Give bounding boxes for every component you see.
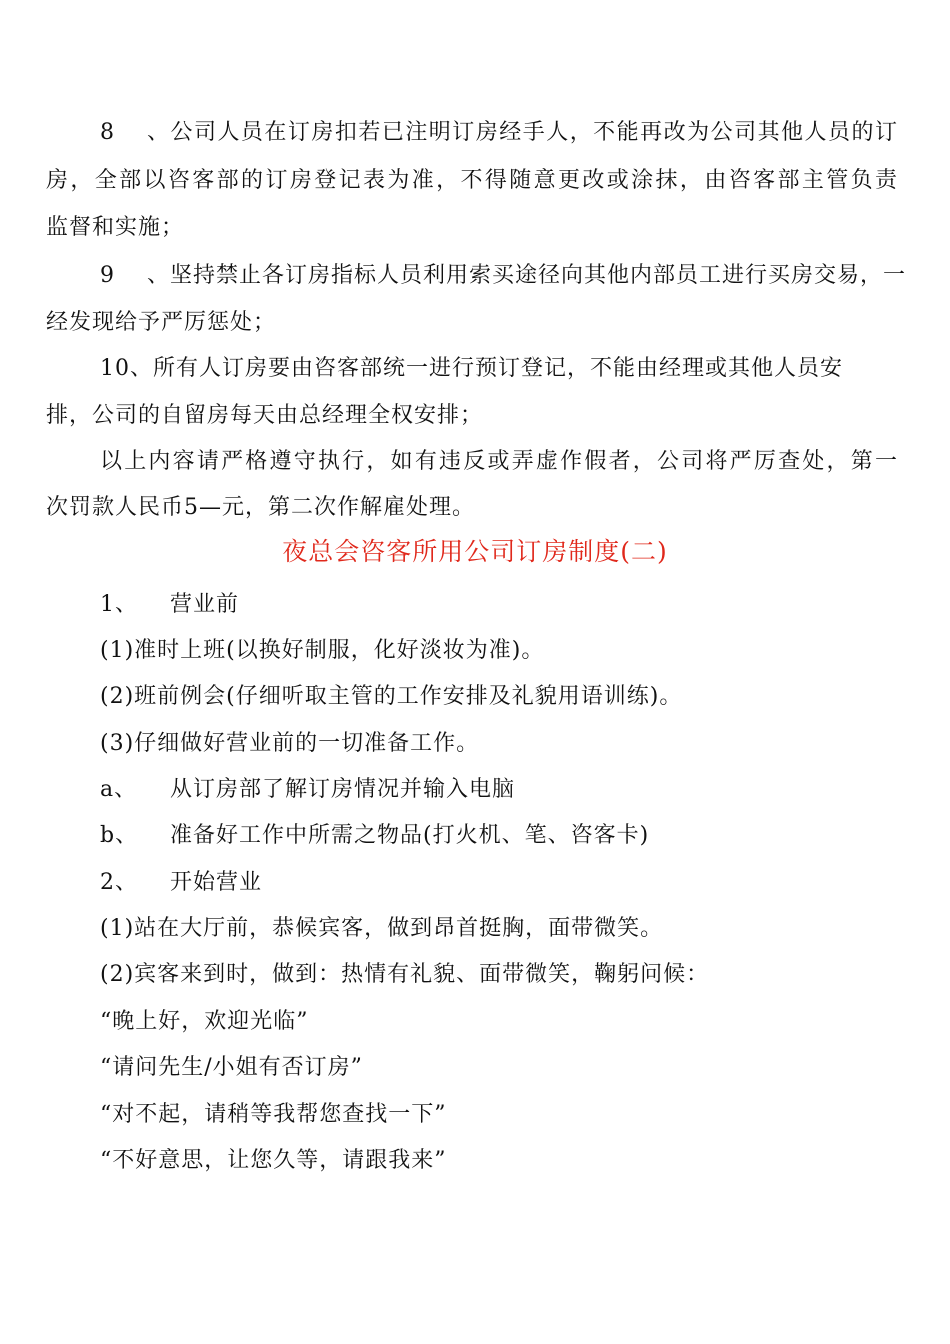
step-1-point-2: (2)班前例会(仔细听取主管的工作安排及礼貌用语训练)。 bbox=[100, 684, 683, 709]
greeting-1: “晚上好，欢迎光临” bbox=[100, 1009, 309, 1034]
step-2 bbox=[100, 868, 898, 898]
greeting-3: “对不起，请稍等我帮您查找一下” bbox=[100, 1102, 447, 1127]
section-heading: 夜总会咨客所用公司订房制度(二) bbox=[282, 537, 668, 566]
item-10-line-1: 10、所有人订房要由咨客部统一进行预订登记，不能由经理或其他人员安 bbox=[100, 356, 843, 381]
step-1-number: 1、 bbox=[100, 592, 138, 617]
sub-item-a-text: 从订房部了解订房情况并输入电脑 bbox=[170, 777, 516, 802]
item-10-line-2: 排，公司的自留房每天由总经理全权安排； bbox=[46, 403, 484, 428]
sub-item-b bbox=[100, 821, 898, 851]
closing-line-1: 以上内容请严格遵守执行，如有违反或弄虚作假者，公司将严厉查处，第一 bbox=[100, 449, 898, 474]
item-9-line-1 bbox=[100, 261, 907, 291]
closing-line-2: 次罚款人民币5—元，第二次作解雇处理。 bbox=[46, 495, 475, 520]
greeting-4: “不好意思，让您久等，请跟我来” bbox=[100, 1148, 447, 1173]
sub-item-a-label: a、 bbox=[100, 777, 138, 802]
step-1-point-3: (3)仔细做好营业前的一切准备工作。 bbox=[100, 731, 480, 756]
step-1-label: 营业前 bbox=[170, 592, 240, 617]
item-8-line-1 bbox=[100, 118, 898, 148]
sub-item-b-label: b、 bbox=[100, 823, 139, 848]
item-8-line-3: 监督和实施； bbox=[46, 215, 185, 240]
greeting-2: “请问先生/小姐有否订房” bbox=[100, 1055, 363, 1080]
item-9-line-2: 经发现给予严厉惩处； bbox=[46, 310, 277, 335]
item-8-number: 8、 bbox=[100, 120, 170, 145]
item-8-text-1: 公司人员在订房扣若已注明订房经手人，不能再改为公司其他人员的订 bbox=[170, 120, 898, 145]
step-2-number: 2、 bbox=[100, 870, 138, 895]
step-2-point-2: (2)宾客来到时，做到：热情有礼貌、面带微笑，鞠躬问候： bbox=[100, 962, 710, 987]
item-8-line-2: 房，全部以咨客部的订房登记表为准，不得随意更改或涂抹，由咨客部主管负责 bbox=[46, 168, 898, 193]
step-1 bbox=[100, 590, 898, 620]
item-9-text-1: 坚持禁止各订房指标人员利用索买途径向其他内部员工进行买房交易，一 bbox=[170, 263, 907, 288]
step-2-label: 开始营业 bbox=[170, 870, 263, 895]
step-2-point-1: (1)站在大厅前，恭候宾客，做到昂首挺胸，面带微笑。 bbox=[100, 916, 664, 941]
item-9-number: 9、 bbox=[100, 263, 170, 288]
sub-item-a bbox=[100, 775, 898, 805]
step-1-point-1: (1)准时上班(以换好制服，化好淡妆为准)。 bbox=[100, 638, 545, 663]
sub-item-b-text: 准备好工作中所需之物品(打火机、笔、咨客卡) bbox=[170, 823, 650, 848]
